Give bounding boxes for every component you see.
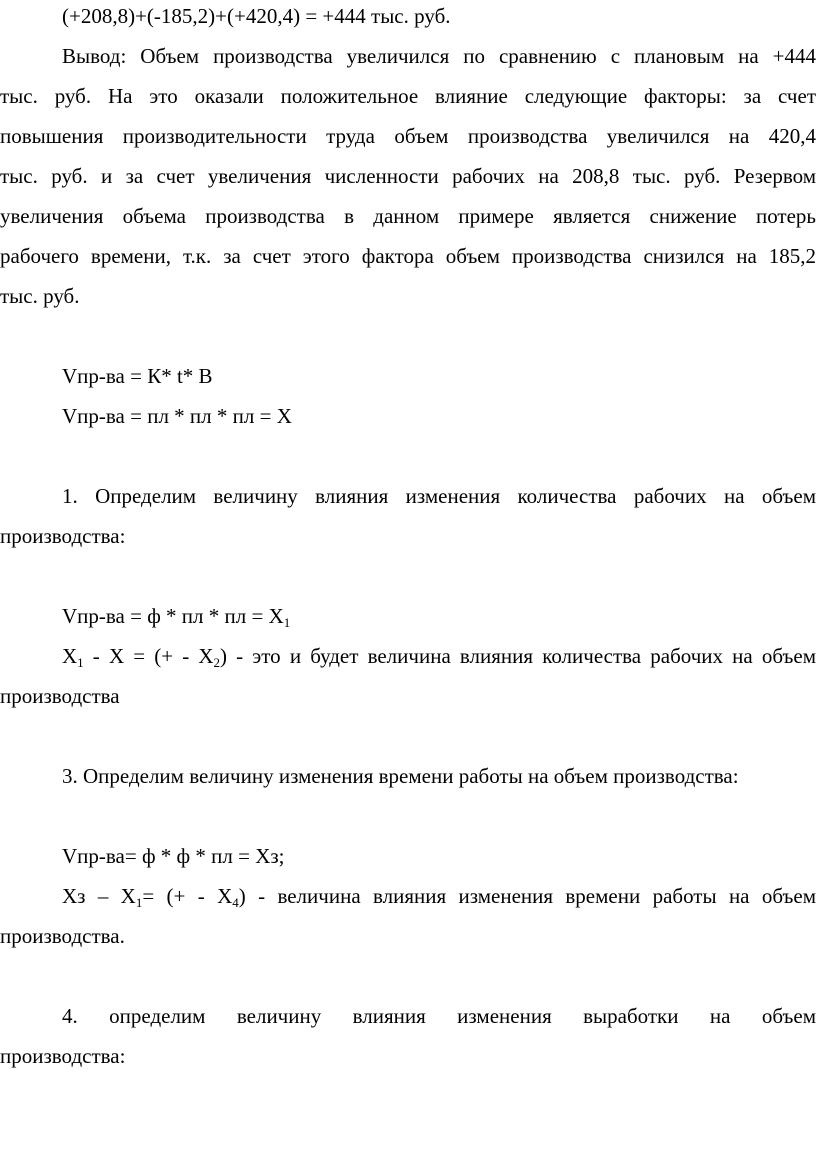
diff3-term-middle-subscript: 4	[232, 895, 239, 910]
formula-step-1	[62, 602, 816, 630]
formula-volume-plan: Vпр-ва = пл * пл * пл = Х	[62, 404, 292, 428]
step-3-line	[62, 762, 816, 790]
diff-term-middle: - Х = (+ - Х	[83, 644, 214, 668]
formula-step-3-diff	[62, 882, 816, 910]
conclusion-line-6: рабочего времени, т.к. за счет этого фактора объем производства снизился на 185,2	[0, 244, 816, 268]
step-4-number: 4.	[62, 1004, 78, 1028]
formula-volume-general: Vпр-ва = К* t* В	[62, 364, 213, 388]
step-1-line-2: производства:	[0, 524, 126, 548]
formula-step-1-diff-line-2: производства	[0, 684, 120, 708]
conclusion-line-3: повышения производительности труда объем производства увеличился на 420,4	[0, 124, 816, 148]
step-4-line-2: производства:	[0, 1044, 126, 1068]
conclusion-line-4: тыс. руб. и за счет увеличения численности рабочих на 208,8 тыс. руб. Резервом	[0, 164, 816, 188]
diff3-term-description: ) - величина влияния изменения времени работы на объем	[238, 884, 816, 908]
conclusion-line-2: тыс. руб. На это оказали положительное влияние следующие факторы: за счет	[0, 84, 816, 108]
step-4-line-1	[62, 1002, 816, 1030]
step-1-text: Определим величину влияния изменения количества рабочих на объем	[95, 484, 816, 508]
step-3-number: 3.	[62, 764, 78, 788]
step-3-text: Определим величину изменения времени работы на объем производства:	[83, 764, 739, 788]
formula-step-3-diff-line-2: производства.	[0, 924, 125, 948]
conclusion-line-1: Вывод: Объем производства увеличился по сравнению с плановым на +444	[62, 44, 816, 68]
formula-step-1-diff	[62, 642, 816, 670]
conclusion-line-5: увеличения объема производства в данном примере является снижение потерь	[0, 204, 816, 228]
diff-term-description: ) - это и будет величина влияния количества рабочих на объем	[220, 644, 816, 668]
calculation-line: (+208,8)+(-185,2)+(+420,4) = +444 тыс. руб.	[62, 4, 451, 28]
step-1-line-1	[62, 482, 816, 510]
diff3-term-middle: = (+ - Х	[142, 884, 233, 908]
formula-step-1-subscript: 1	[283, 615, 291, 630]
step-4-text: определим величину влияния изменения выработки на объем	[109, 1004, 816, 1028]
diff-term-x-subscript: 1	[77, 655, 84, 670]
formula-step-1-main: Vпр-ва = ф * пл * пл = Х	[62, 604, 284, 628]
diff3-term-x: Хз – Х	[62, 884, 136, 908]
step-1-number: 1.	[62, 484, 78, 508]
diff-term-x: Х	[62, 644, 78, 668]
diff3-term-x-subscript: 1	[135, 895, 143, 910]
diff-term-middle-subscript: 2	[213, 655, 220, 670]
formula-step-3: Vпр-ва= ф * ф * пл = Хз;	[62, 844, 285, 868]
conclusion-line-7: тыс. руб.	[0, 284, 80, 308]
